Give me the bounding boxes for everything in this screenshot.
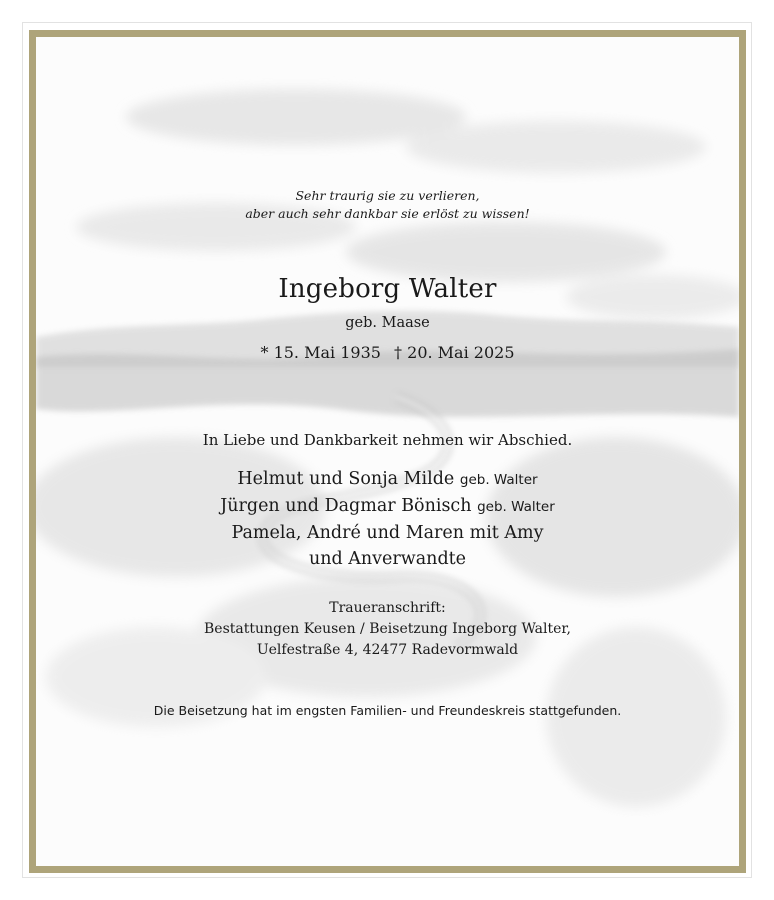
family-member-name: Helmut und Sonja Milde [237,469,455,489]
farewell-text: In Liebe und Dankbarkeit nehmen wir Abschied. [202,431,573,449]
family-member [36,466,739,493]
family-member-name: Pamela, André und Maren mit Amy [231,523,544,543]
deceased-name: Ingeborg Walter [278,274,497,304]
family-list [36,466,739,572]
obituary-content [36,37,739,866]
family-member-name: Jürgen und Dagmar Bönisch [220,496,472,516]
family-member-suffix: geb. Walter [477,499,555,515]
family-member-name: und Anverwandte [308,549,467,569]
family-member [36,546,739,572]
family-member [36,493,739,520]
quote-line-1: Sehr traurig sie zu verlieren, [295,188,480,203]
mourning-address [36,598,739,661]
address-line-2: Uelfestraße 4, 42477 Radevormwald [256,642,519,658]
life-dates [36,342,739,364]
death-date: † 20. Mai 2025 [394,343,515,362]
address-line-1: Bestattungen Keusen / Beisetzung Ingeborg Walter, [204,621,571,637]
maiden-name: geb. Maase [345,315,430,331]
gold-frame [29,30,746,873]
address-label: Traueranschrift: [329,600,446,616]
family-member-suffix: geb. Walter [459,472,538,488]
family-member [36,520,739,546]
birth-date: * 15. Mai 1935 [260,343,381,362]
quote [36,187,739,223]
burial-note: Die Beisetzung hat im engsten Familien- und Freundeskreis stattgefunden. [153,703,622,718]
quote-line-2: aber auch sehr dankbar sie erlöst zu wissen! [245,206,530,221]
